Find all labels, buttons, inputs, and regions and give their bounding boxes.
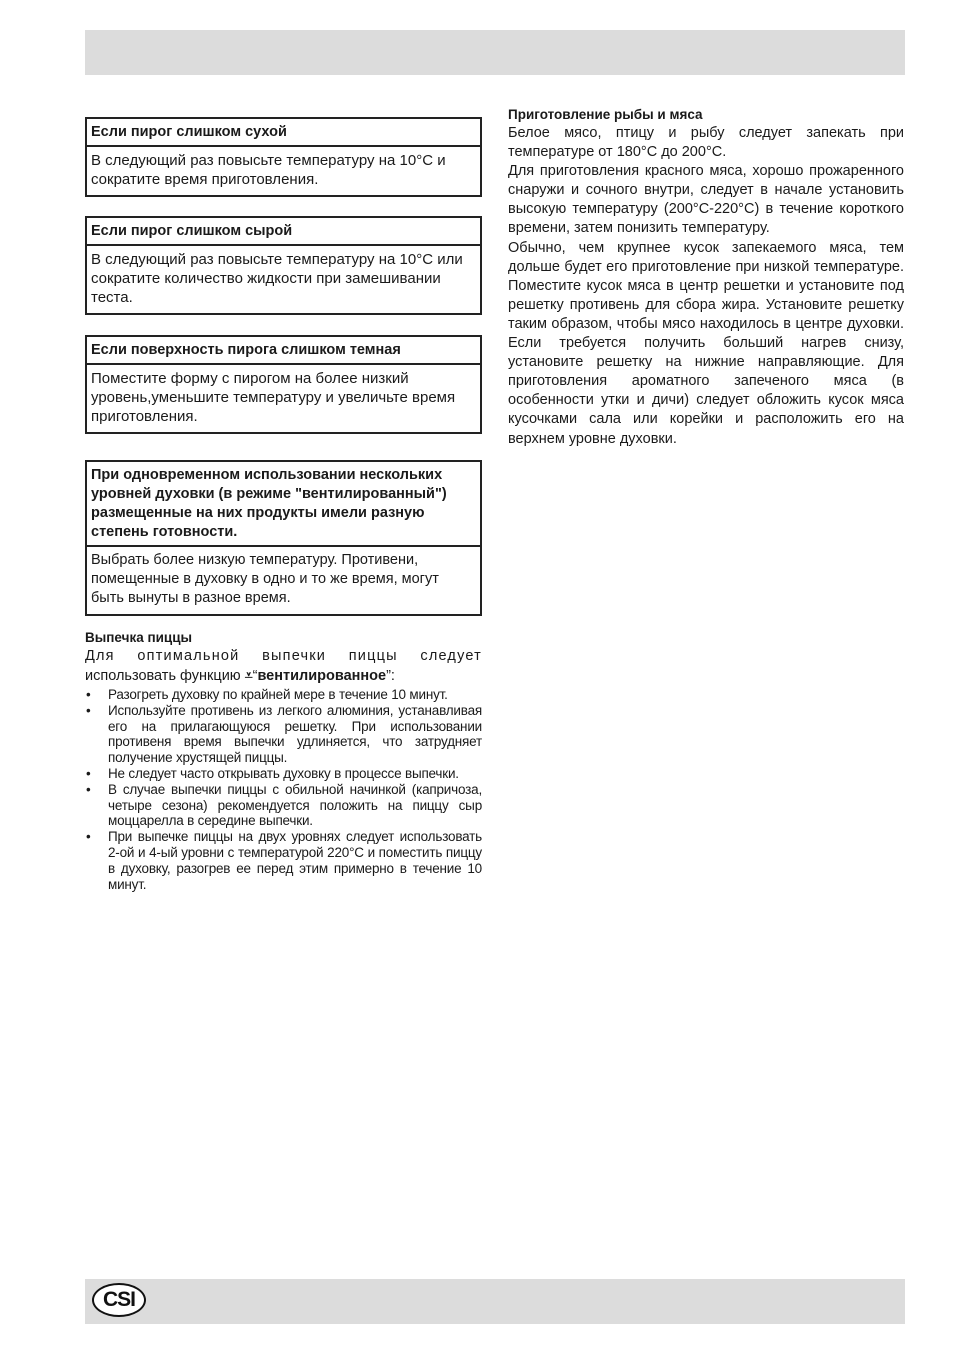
tip-box-dark-surface [85,335,482,434]
tip-box-raw-cake [85,216,482,315]
list-item-text: Не следует часто открывать духовку в процессе выпечки. [108,765,459,781]
tip-box-body: В следующий раз повысьте температуру на 10°С и сократите время приготовления. [91,152,446,188]
pizza-intro-line2 [85,666,482,686]
header-bar [85,30,905,75]
list-item-text: Используйте противень из легкого алюминия, устанавливая его на прилагающуюся решетку. При использовании противеня время выпечки удлиняется, что затрудняет получение хрустящей пиццы. [108,702,482,766]
close-quote: ”: [386,668,395,684]
mode-name: вентилированное [257,668,387,684]
tip-box-body: Поместите форму с пирогом на более низкий уровень,уменьшите температуру и увеличьте время приготовления. [91,370,456,425]
list-item [85,829,482,892]
footer-bar [85,1279,905,1324]
tip-box-dry-cake [85,117,482,197]
list-item-text: В случае выпечки пиццы с обильной начинкой (капричоза, четыре сезона) рекомендуется положить на пиццу сыр моццарелла в середине выпечки. [108,781,482,829]
bullet-icon: • [86,765,91,781]
csi-logo: CSI [92,1283,146,1317]
pizza-intro-prefix: использовать функцию [85,668,241,684]
fish-meat-section [508,106,904,449]
list-item [85,766,482,782]
bullet-icon: • [86,687,91,702]
list-item-text: Разогреть духовку по крайней мере в течение 10 минут. [108,687,448,702]
tip-box-body: В следующий раз повысьте температуру на 10°С или сократите количество жидкости при замешивании теста. [91,251,463,306]
tip-box-title: Если поверхность пирога слишком темная [87,337,480,365]
fan-icon: ⩡ [244,667,253,683]
tip-box-title: Если пирог слишком сухой [87,119,480,147]
tip-box-title: Если пирог слишком сырой [87,218,480,246]
section-title: Приготовление рыбы и мяса [508,107,703,122]
paragraph: Обычно, чем крупнее кусок запекаемого мяса, тем дольше будет его приготовление при низкой температуре. Поместите кусок мяса в центр решетки и установите под решетку противень для сбора жира. Установите решетку таким образом, чтобы мясо находилось в центре духовки. Если требуется получить больший нагрев снизу, установите решетку на нижние направляющие. Для приготовления ароматного запеченого мяса (в особенности утки и дичи) следует обложить кусок мяса кусочками сала или корейки и расположить его на верхнем уровне духовки. [508,239,904,447]
tip-box-title: При одновременном использовании нескольких уровней духовки (в режиме "вентилированный") размещенные на них продукты имели разную степень готовности. [87,462,480,547]
pizza-tips-list [85,687,482,892]
section-title: Выпечка пиццы [85,630,193,645]
paragraph: Для приготовления красного мяса, хорошо прожаренного снаружи и сочного внутри, следует в начале установить высокую температуру (200°С-220°С) в течение короткого времени, затем понизить температуру. [508,163,904,237]
pizza-section [85,629,482,892]
tip-box-body: Выбрать более низкую температуру. Противени, помещенные в духовку в одно и то же время, могут быть вынуты в разное время. [91,552,439,606]
list-item [85,687,482,703]
pizza-intro-line1: Для оптимальной выпечки пиццы следует [85,648,482,664]
bullet-icon: • [86,702,91,718]
bullet-icon: • [86,829,91,845]
bullet-icon: • [86,781,91,797]
tip-box-multi-level [85,460,482,616]
paragraph: Белое мясо, птицу и рыбу следует запекать при температуре от 180°С до 200°С. [508,125,904,161]
list-item-text: При выпечке пиццы на двух уровнях следует использовать 2-ой и 4-ый уровни с температурой 220°С и поместить пиццу в духовку, разогрев ее перед этим примерно в течение 10 минут. [108,829,482,892]
list-item [85,703,482,766]
open-quote: “ [252,668,258,684]
list-item [85,782,482,829]
